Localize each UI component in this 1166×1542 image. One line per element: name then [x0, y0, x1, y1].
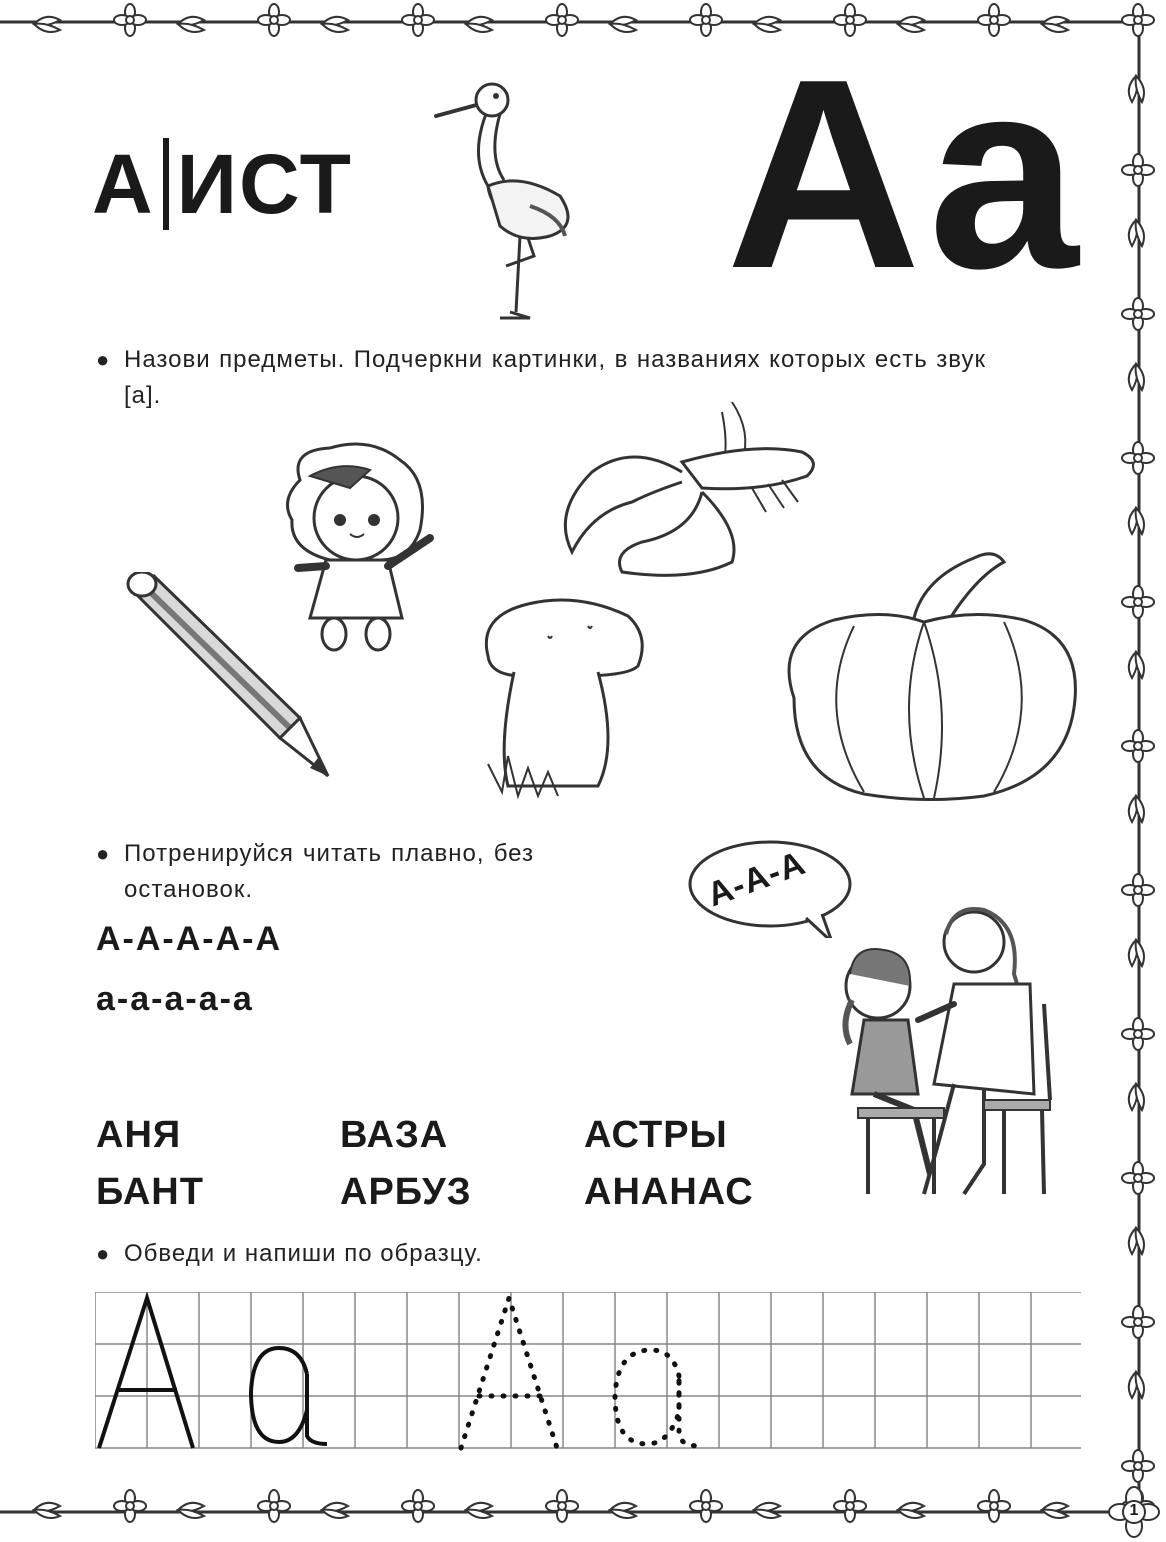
headword-first-letter: А [92, 137, 155, 231]
dotted-letter-upper [461, 1298, 557, 1448]
syllables-upper: А-А-А-А-А [96, 920, 283, 958]
leaf-ornament [466, 17, 492, 32]
flower-icon [402, 4, 434, 36]
flower-icon [978, 1490, 1010, 1522]
leaf-ornament [322, 1503, 348, 1518]
mushroom-illustration [478, 596, 648, 804]
flower-icon [690, 4, 722, 36]
task-name-items-text: Назови предметы. Подчеркни картинки, в названиях которых есть звук [а]. [124, 346, 986, 409]
grid-lines [95, 1292, 1081, 1448]
stork-illustration [430, 76, 580, 326]
flower-icon [1122, 1306, 1154, 1338]
flower-icon [258, 4, 290, 36]
big-letter-upper: А [726, 24, 929, 325]
leaf-ornament [1129, 1372, 1144, 1398]
leaf-ornament [1129, 940, 1144, 966]
headword-stork [92, 138, 353, 230]
leaf-ornament [610, 1503, 636, 1518]
flower-icon [1122, 298, 1154, 330]
flower-icon [1122, 154, 1154, 186]
leaf-ornament [322, 17, 348, 32]
flower-icon [1122, 1450, 1154, 1482]
leaf-ornament [466, 1503, 492, 1518]
syllable-divider [163, 138, 169, 230]
word: ВАЗА [340, 1114, 449, 1156]
dotted-letter-lower [615, 1350, 699, 1446]
leaf-ornament [1129, 652, 1144, 678]
page-number-badge [1108, 1486, 1160, 1538]
word: АНЯ [96, 1114, 182, 1156]
pumpkin-illustration [774, 548, 1084, 804]
leaf-ornament [1129, 1228, 1144, 1254]
doctor-and-girl-illustration [834, 904, 1064, 1204]
speech-bubble-text: А-А-А [702, 843, 811, 915]
flower-icon [114, 4, 146, 36]
page-number: 1 [1129, 1502, 1139, 1519]
word: АРБУЗ [340, 1171, 472, 1213]
flower-icon [1122, 4, 1154, 36]
task-read-smoothly-text: Потренируйся читать плавно, без остановок. [124, 840, 534, 903]
leaf-ornament [1129, 508, 1144, 534]
flower-icon [1122, 442, 1154, 474]
flower-icon [1122, 1162, 1154, 1194]
flower-icon [546, 1490, 578, 1522]
bullet: ● [96, 1241, 111, 1266]
leaf-ornament [1129, 364, 1144, 390]
leaf-ornament [1129, 76, 1144, 102]
headword-rest: ИСТ [176, 137, 353, 231]
writing-practice-grid [95, 1292, 1085, 1452]
flower-icon [546, 4, 578, 36]
flower-icon [1122, 874, 1154, 906]
flower-icon [690, 1490, 722, 1522]
bullet: ● [96, 347, 111, 372]
leaf-ornament [178, 17, 204, 32]
word: АНАНАС [584, 1171, 754, 1213]
task-trace-write [96, 1236, 724, 1272]
leaf-ornament [754, 1503, 780, 1518]
big-letter-pair [726, 24, 1083, 325]
word-list [96, 1114, 828, 1214]
flower-icon [1122, 1018, 1154, 1050]
flower-icon [1122, 586, 1154, 618]
leaf-ornament [610, 17, 636, 32]
task-trace-write-text: Обведи и напиши по образцу. [124, 1240, 483, 1267]
big-letter-lower: а [928, 24, 1083, 325]
flower-icon [1122, 730, 1154, 762]
leaf-ornament [1129, 796, 1144, 822]
flower-icon [258, 1490, 290, 1522]
flower-icon [834, 1490, 866, 1522]
pencil-illustration [120, 572, 340, 782]
leaf-ornament [898, 1503, 924, 1518]
leaf-ornament [34, 1503, 60, 1518]
syllables-lower: а-а-а-а-а [96, 980, 254, 1018]
leaf-ornament [178, 1503, 204, 1518]
task-read-smoothly [96, 836, 534, 908]
word: АСТРЫ [584, 1114, 728, 1156]
bullet: ● [96, 841, 111, 866]
leaf-ornament [1042, 1503, 1068, 1518]
sample-letter-upper [99, 1298, 193, 1448]
word: БАНТ [96, 1171, 204, 1213]
flower-icon [402, 1490, 434, 1522]
leaf-ornament [34, 17, 60, 32]
flower-icon [114, 1490, 146, 1522]
leaf-ornament [1129, 1084, 1144, 1110]
leaf-ornament [1129, 220, 1144, 246]
